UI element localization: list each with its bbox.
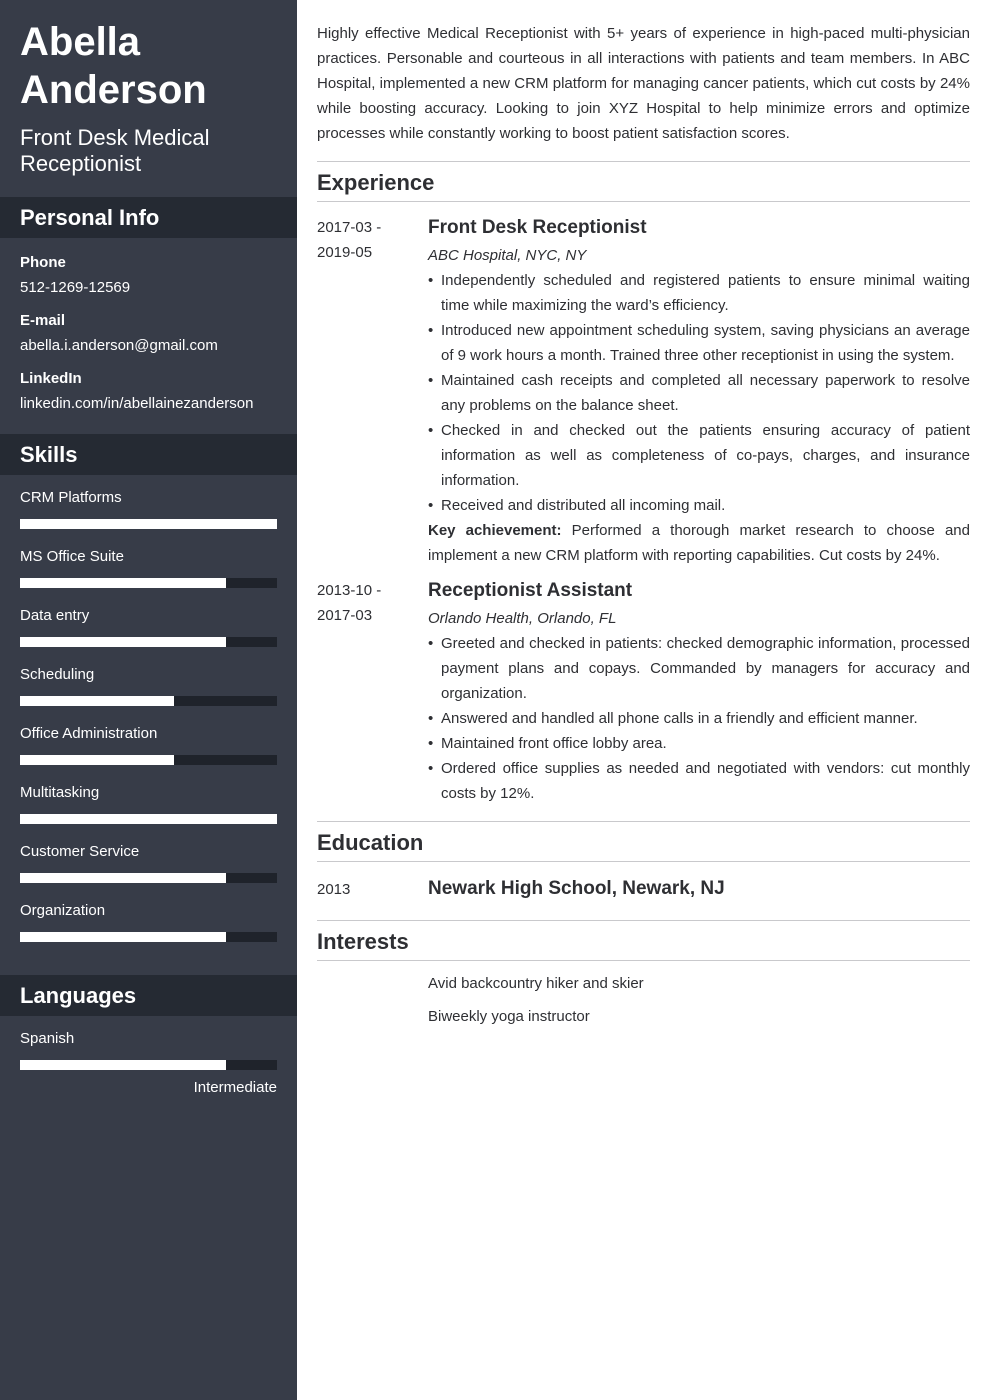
skill-name: MS Office Suite — [20, 548, 124, 565]
skill-level-fill — [20, 814, 277, 824]
interests-list — [428, 975, 970, 1026]
education-year: 2013 — [317, 880, 351, 898]
list-item: • Received and distributed all incoming mail. — [428, 493, 970, 518]
skill-item — [20, 902, 277, 961]
skill-level-bar — [20, 637, 277, 647]
skill-level-bar — [20, 755, 277, 765]
interests-entry — [317, 975, 970, 1026]
entry-body — [428, 215, 970, 568]
skill-name: Multitasking — [20, 784, 100, 801]
key-achievement — [428, 518, 970, 568]
skill-level-bar — [20, 873, 277, 883]
phone-value: 512-1269-12569 — [20, 279, 131, 296]
skill-level-fill — [20, 519, 277, 529]
achievement-text: Performed a thorough market research to choose and implement a new CRM platform with reporting capabilities. Cut costs by 24%. — [428, 522, 970, 564]
languages-heading: Languages — [0, 975, 297, 1016]
entry-body — [428, 578, 970, 806]
list-item: • Greeted and checked in patients: checked demographic information, processed payment plans and copays. Commanded by managers for accuracy and organization. — [428, 631, 970, 706]
interest-item: Biweekly yoga instructor — [428, 1008, 590, 1025]
responsibilities-list — [428, 631, 970, 806]
list-item: • Answered and handled all phone calls in a friendly and efficient manner. — [428, 706, 970, 731]
skill-level-bar — [20, 932, 277, 942]
skill-name: Office Administration — [20, 725, 158, 742]
skill-item — [20, 489, 277, 548]
experience-entry — [317, 578, 970, 806]
skills-list — [0, 475, 297, 975]
date-end: 2019-05 — [317, 244, 373, 261]
linkedin-group — [20, 370, 277, 413]
date-start: 2017-03 - — [317, 219, 382, 236]
skill-name: Scheduling — [20, 666, 95, 683]
skill-level-fill — [20, 696, 174, 706]
education-heading: Education — [317, 821, 970, 862]
interests-heading: Interests — [317, 920, 970, 961]
experience-heading: Experience — [317, 161, 970, 202]
email-label: E-mail — [20, 312, 66, 329]
interests-spacer — [317, 975, 428, 1026]
job-title: Front Desk Medical Receptionist — [20, 125, 210, 176]
skill-level-bar — [20, 519, 277, 529]
responsibilities-list — [428, 268, 970, 518]
position-title: Receptionist Assistant — [428, 580, 633, 601]
language-level-label: Intermediate — [193, 1079, 277, 1096]
email-value: abella.i.anderson@gmail.com — [20, 337, 218, 354]
phone-group — [20, 254, 277, 297]
skill-name: Data entry — [20, 607, 90, 624]
list-item: • Introduced new appointment scheduling system, saving physicians an average of 9 work hours a month. Trained three other receptionist in using the system. — [428, 318, 970, 368]
sidebar — [0, 0, 297, 1400]
skill-level-fill — [20, 755, 174, 765]
language-name: Spanish — [20, 1030, 75, 1047]
first-name: Abella — [20, 20, 141, 64]
list-item: • Maintained cash receipts and completed all necessary paperwork to resolve any problems on the balance sheet. — [428, 368, 970, 418]
skill-level-bar — [20, 578, 277, 588]
skill-name: CRM Platforms — [20, 489, 122, 506]
company: Orlando Health, Orlando, FL — [428, 610, 617, 627]
skill-name: Organization — [20, 902, 106, 919]
skill-item — [20, 548, 277, 607]
experience-entry — [317, 215, 970, 568]
entry-date — [317, 215, 428, 568]
date-start: 2013-10 - — [317, 582, 382, 599]
skill-item — [20, 843, 277, 902]
linkedin-value: linkedin.com/in/abellainezanderson — [20, 395, 254, 412]
education-school: Newark High School, Newark, NJ — [428, 878, 725, 899]
interest-item: Avid backcountry hiker and skier — [428, 975, 644, 992]
skills-heading: Skills — [0, 434, 297, 475]
language-level-bar — [20, 1060, 277, 1070]
skill-level-fill — [20, 578, 226, 588]
skill-level-fill — [20, 873, 226, 883]
candidate-name — [0, 0, 297, 114]
skill-item — [20, 784, 277, 843]
list-item: • Checked in and checked out the patients ensuring accuracy of patient information as well as completeness of co-pays, charges, and insurance information. — [428, 418, 970, 493]
personal-info-heading: Personal Info — [0, 197, 297, 238]
languages-list — [0, 1016, 297, 1096]
personal-info — [0, 238, 297, 434]
achievement-label: Key achievement: — [428, 522, 562, 539]
email-group — [20, 312, 277, 355]
date-end: 2017-03 — [317, 607, 373, 624]
list-item: • Independently scheduled and registered patients to ensure minimal waiting time while maximizing the ward’s efficiency. — [428, 268, 970, 318]
main-content — [317, 0, 970, 1026]
language-level-fill — [20, 1060, 226, 1070]
summary: Highly effective Medical Receptionist with 5+ years of experience in high-paced multi-physician practices. Personable and courteous in all interactions with patients and team members. In ABC Hospital, implemented a new CRM platform for managing cancer patients, which cut costs by 24% while boosting accuracy. Looking to join XYZ Hospital to help minimize errors and optimize processes while constantly working to boost patient satisfaction scores. — [317, 25, 970, 142]
skill-item — [20, 725, 277, 784]
skill-item — [20, 666, 277, 725]
last-name: Anderson — [20, 68, 207, 112]
list-item: • Ordered office supplies as needed and negotiated with vendors: cut monthly costs by 12%. — [428, 756, 970, 806]
skill-level-bar — [20, 696, 277, 706]
skill-level-fill — [20, 637, 226, 647]
company: ABC Hospital, NYC, NY — [428, 247, 587, 264]
skill-item — [20, 607, 277, 666]
phone-label: Phone — [20, 254, 66, 271]
position-title: Front Desk Receptionist — [428, 217, 647, 238]
linkedin-label: LinkedIn — [20, 370, 82, 387]
education-entry — [317, 876, 970, 902]
list-item: • Maintained front office lobby area. — [428, 731, 970, 756]
skill-name: Customer Service — [20, 843, 140, 860]
skill-level-fill — [20, 932, 226, 942]
skill-level-bar — [20, 814, 277, 824]
entry-date — [317, 578, 428, 806]
